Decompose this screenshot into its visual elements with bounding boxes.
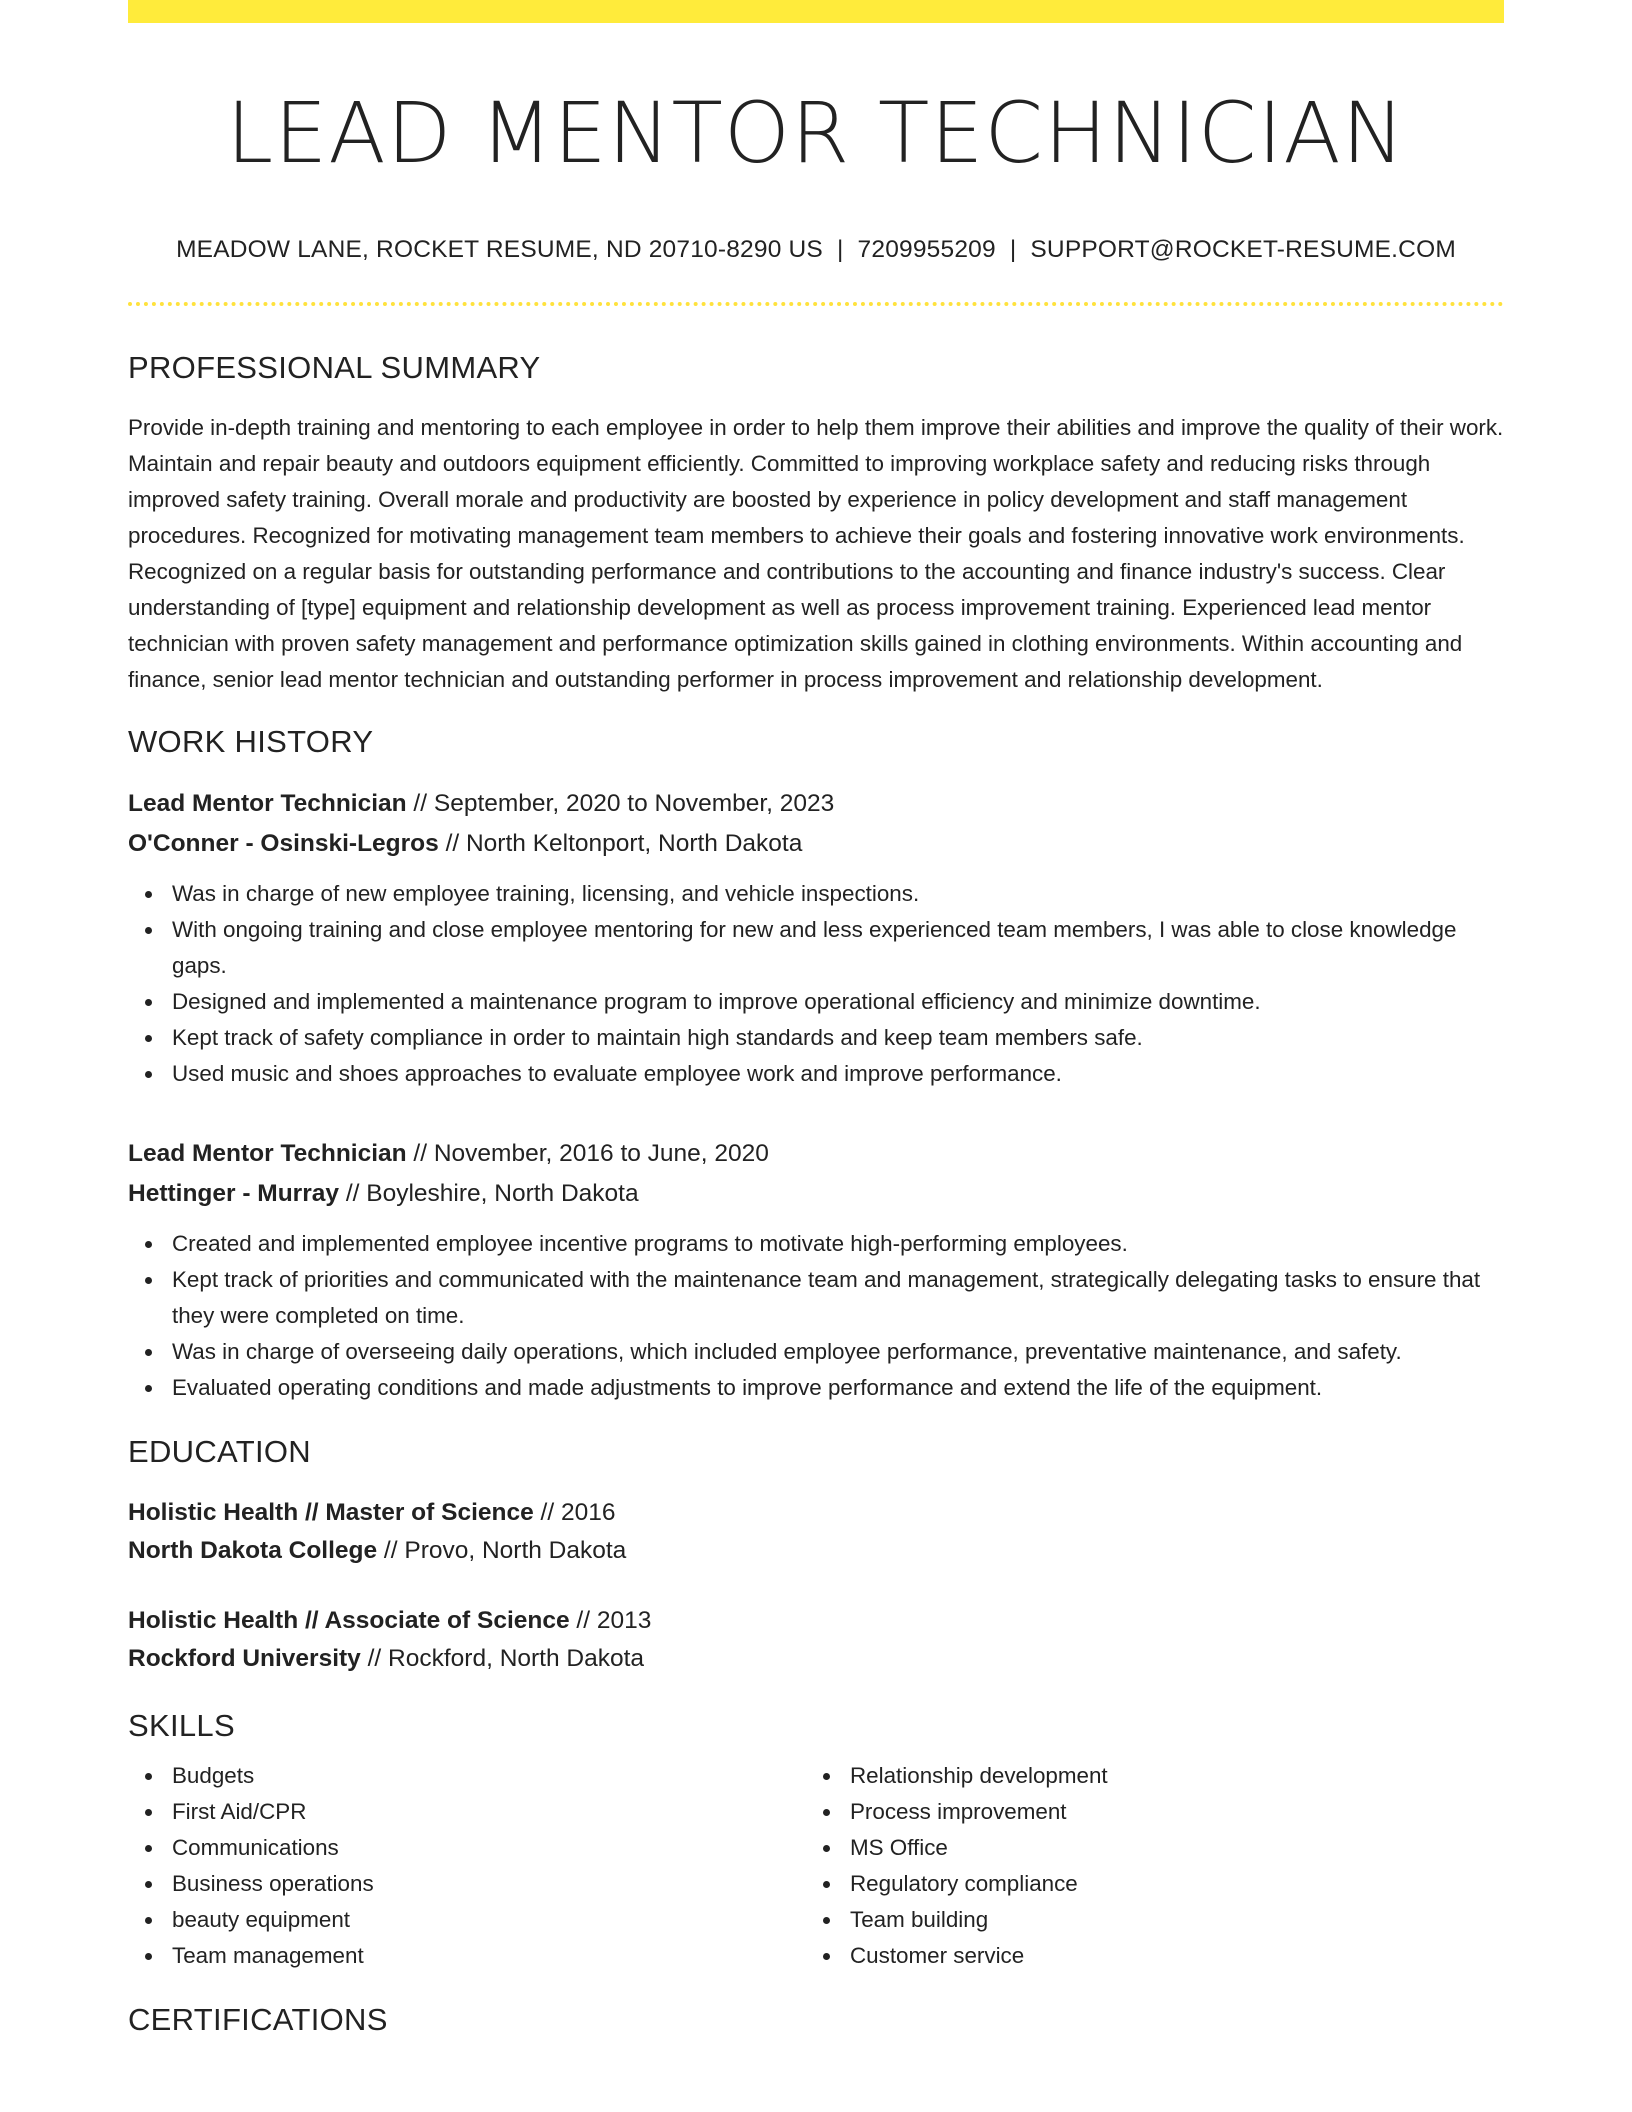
job-title-line	[128, 784, 1504, 824]
list-item: Designed and implemented a maintenance program to improve operational efficiency and minimize downtime.	[172, 984, 1504, 1020]
job-title-line	[128, 1134, 1504, 1174]
section-title-summary: PROFESSIONAL SUMMARY	[128, 349, 541, 385]
resume-page	[128, 0, 1504, 2038]
list-item: Was in charge of overseeing daily operations, which included employee performance, preventative maintenance, and safety.	[172, 1334, 1504, 1370]
skills-bullets	[806, 1758, 1446, 1974]
skill-item: Process improvement	[850, 1794, 1446, 1830]
degree-line	[128, 1602, 1504, 1640]
skill-item: Communications	[172, 1830, 806, 1866]
section-title-skills: SKILLS	[128, 1707, 235, 1743]
degree-line	[128, 1494, 1504, 1532]
contact-email: SUPPORT@ROCKET-RESUME.COM	[1030, 235, 1456, 263]
section-title-education: EDUCATION	[128, 1433, 311, 1469]
skills-column-right	[806, 1758, 1446, 1974]
skill-item: beauty equipment	[172, 1902, 806, 1938]
summary-text: Provide in-depth training and mentoring to each employee in order to help them improve their abilities and improve the quality of their work. Maintain and repair beauty and outdoors equipment efficiently. Committed to improving workplace safety and reducing risks through improved safety training. Overall morale and productivity are boosted by experience in policy development and staff management procedures. Recognized for motivating management team members to achieve their goals and fostering innovative work environments. Recognized on a regular basis for outstanding performance and contributions to the accounting and finance industry's success. Clear understanding of [type] equipment and relationship development as well as process improvement training. Experienced lead mentor technician with proven safety management and performance optimization skills gained in clothing environments. Within accounting and finance, senior lead mentor technician and outstanding performer in process improvement and relationship development.	[128, 414, 1504, 692]
list-item: Created and implemented employee incentive programs to motivate high-performing employees.	[172, 1226, 1504, 1262]
list-item: Kept track of priorities and communicated with the maintenance team and management, strategically delegating tasks to ensure that they were completed on time.	[172, 1262, 1504, 1334]
contact-address: MEADOW LANE, ROCKET RESUME, ND 20710-8290 US	[176, 235, 823, 263]
skill-item: Business operations	[172, 1866, 806, 1902]
skills-column-left	[128, 1758, 806, 1974]
job-role: Lead Mentor Technician	[128, 1139, 407, 1167]
school-location: // Provo, North Dakota	[377, 1536, 627, 1564]
list-item: Evaluated operating conditions and made adjustments to improve performance and extend the life of the equipment.	[172, 1370, 1504, 1406]
list-item: Used music and shoes approaches to evaluate employee work and improve performance.	[172, 1056, 1504, 1092]
school-location: // Rockford, North Dakota	[360, 1644, 645, 1672]
skill-item: Team management	[172, 1938, 806, 1974]
job-entry	[128, 1134, 1504, 1406]
school: North Dakota College	[128, 1536, 378, 1564]
skills-list	[128, 1758, 1504, 1974]
contact-line	[128, 236, 1504, 264]
degree: Holistic Health // Associate of Science	[128, 1606, 570, 1634]
section-title-work-history: WORK HISTORY	[128, 723, 374, 759]
job-company-line	[128, 1174, 1504, 1214]
school-line	[128, 1532, 1504, 1570]
education-entry	[128, 1494, 1504, 1570]
skill-item: Regulatory compliance	[850, 1866, 1446, 1902]
list-item: Was in charge of new employee training, licensing, and vehicle inspections.	[172, 876, 1504, 912]
job-bullets	[128, 1226, 1504, 1406]
skill-item: Customer service	[850, 1938, 1446, 1974]
list-item: Kept track of safety compliance in order to maintain high standards and keep team members safe.	[172, 1020, 1504, 1056]
skill-item: First Aid/CPR	[172, 1794, 806, 1830]
skill-item: Relationship development	[850, 1758, 1446, 1794]
accent-bar	[128, 0, 1504, 23]
job-location: // Boyleshire, North Dakota	[339, 1179, 639, 1207]
section-title-certifications: CERTIFICATIONS	[128, 2001, 388, 2037]
job-bullets	[128, 876, 1504, 1092]
job-company: Hettinger - Murray	[128, 1179, 340, 1207]
resume-name: LEAD MENTOR TECHNICIAN	[226, 84, 1406, 182]
degree-year: // 2016	[533, 1498, 616, 1526]
job-company-line	[128, 824, 1504, 864]
skill-item: Team building	[850, 1902, 1446, 1938]
contact-separator: |	[1009, 235, 1017, 263]
list-item: With ongoing training and close employee mentoring for new and less experienced team members, I was able to close knowledge gaps.	[172, 912, 1504, 984]
skill-item: MS Office	[850, 1830, 1446, 1866]
contact-phone: 7209955209	[857, 235, 996, 263]
degree: Holistic Health // Master of Science	[128, 1498, 534, 1526]
school: Rockford University	[128, 1644, 361, 1672]
job-company: O'Conner - Osinski-Legros	[128, 829, 439, 857]
skill-item: Budgets	[172, 1758, 806, 1794]
skills-bullets	[128, 1758, 806, 1974]
degree-year: // 2013	[569, 1606, 652, 1634]
dotted-divider	[128, 302, 1504, 306]
contact-separator: |	[836, 235, 844, 263]
job-dates: // September, 2020 to November, 2023	[406, 789, 835, 817]
education-entry	[128, 1602, 1504, 1678]
job-location: // North Keltonport, North Dakota	[438, 829, 803, 857]
school-line	[128, 1640, 1504, 1678]
job-role: Lead Mentor Technician	[128, 789, 407, 817]
job-entry	[128, 784, 1504, 1092]
job-dates: // November, 2016 to June, 2020	[406, 1139, 769, 1167]
